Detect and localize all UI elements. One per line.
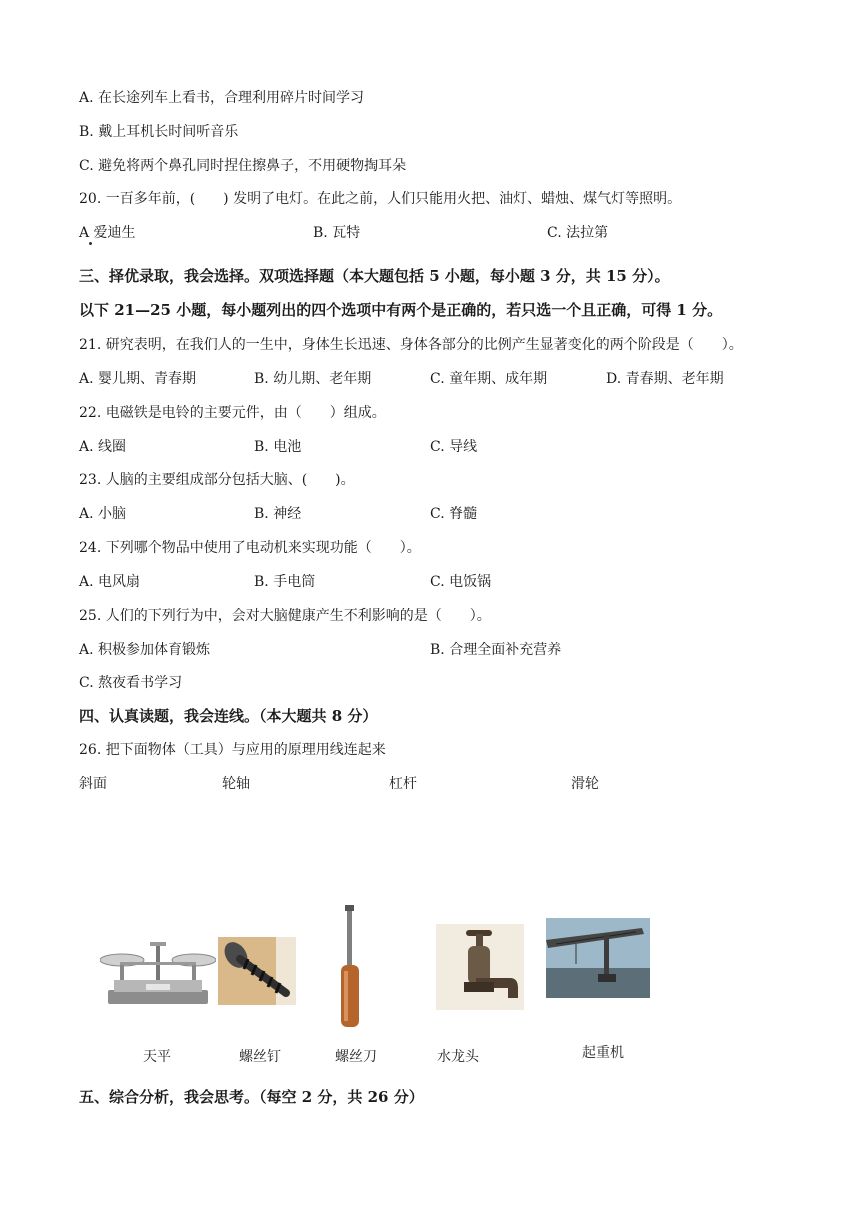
q23-option-b: B. 神经 (254, 506, 302, 522)
q21-stem: 21. 研究表明，在我们人的一生中，身体生长迅速、身体各部分的比例产生显著变化的两个阶段是（ ）。 (79, 337, 743, 353)
screw-image (218, 937, 296, 1005)
tool-balance: 天平 (143, 1049, 171, 1065)
faucet-image (436, 924, 524, 1010)
tool-screwdriver: 螺丝刀 (335, 1049, 377, 1065)
q24-option-a: A. 电风扇 (79, 574, 141, 590)
stray-dot (89, 242, 92, 245)
balance-scale-image (100, 938, 216, 1008)
q20-stem: 20. 一百多年前，( ) 发明了电灯。在此之前，人们只能用火把、油灯、蜡烛、煤气灯等照明。 (79, 191, 682, 207)
tool-faucet: 水龙头 (437, 1049, 479, 1065)
section3-title: 三、择优录取，我会选择。双项选择题（本大题包括 5 小题，每小题 3 分，共 15 分）。 (79, 267, 670, 285)
q21-option-a: A. 婴儿期、青春期 (79, 371, 197, 387)
section3-note: 以下 21—25 小题，每小题列出的四个选项中有两个是正确的，若只选一个且正确，可得 1 分。 (79, 301, 723, 319)
q20-option-c: C. 法拉第 (547, 225, 609, 241)
q21-option-c: C. 童年期、成年期 (430, 371, 548, 387)
q19-option-a: A. 在长途列车上看书，合理利用碎片时间学习 (79, 90, 365, 106)
crane-image (546, 918, 650, 998)
q22-option-a: A. 线圈 (79, 439, 127, 455)
q19-option-c: C. 避免将两个鼻孔同时捏住擦鼻子，不用硬物掏耳朵 (79, 158, 407, 174)
q20-option-b: B. 瓦特 (313, 225, 361, 241)
q23-option-c: C. 脊髓 (430, 506, 478, 522)
q21-option-b: B. 幼儿期、老年期 (254, 371, 372, 387)
q19-option-b: B. 戴上耳机长时间听音乐 (79, 124, 239, 140)
principle-pulley: 滑轮 (571, 776, 599, 792)
q24-option-c: C. 电饭锅 (430, 574, 492, 590)
q22-stem: 22. 电磁铁是电铃的主要元件，由（ ）组成。 (79, 405, 386, 421)
q25-stem: 25. 人们的下列行为中，会对大脑健康产生不利影响的是（ ）。 (79, 608, 491, 624)
section5-title: 五、综合分析，我会思考。（每空 2 分，共 26 分） (79, 1088, 424, 1106)
q22-option-b: B. 电池 (254, 439, 302, 455)
q23-stem: 23. 人脑的主要组成部分包括大脑、( )。 (79, 472, 355, 488)
tool-crane: 起重机 (582, 1045, 624, 1061)
q24-stem: 24. 下列哪个物品中使用了电动机来实现功能（ ）。 (79, 540, 421, 556)
screwdriver-image (330, 905, 370, 1030)
q24-option-b: B. 手电筒 (254, 574, 316, 590)
q26-stem: 26. 把下面物体（工具）与应用的原理用线连起来 (79, 742, 386, 758)
q22-option-c: C. 导线 (430, 439, 478, 455)
q25-option-b: B. 合理全面补充营养 (430, 642, 562, 658)
section4-title: 四、认真读题，我会连线。（本大题共 8 分） (79, 707, 378, 725)
principle-lever: 杠杆 (389, 776, 417, 792)
principle-wheel-axle: 轮轴 (222, 776, 250, 792)
tool-screw: 螺丝钉 (239, 1049, 281, 1065)
q20-option-a: A 爱迪生 (79, 225, 136, 241)
q23-option-a: A. 小脑 (79, 506, 127, 522)
q25-option-a: A. 积极参加体育锻炼 (79, 642, 211, 658)
q21-option-d: D. 青春期、老年期 (606, 371, 724, 387)
principle-incline: 斜面 (79, 776, 107, 792)
q25-option-c: C. 熬夜看书学习 (79, 675, 183, 691)
